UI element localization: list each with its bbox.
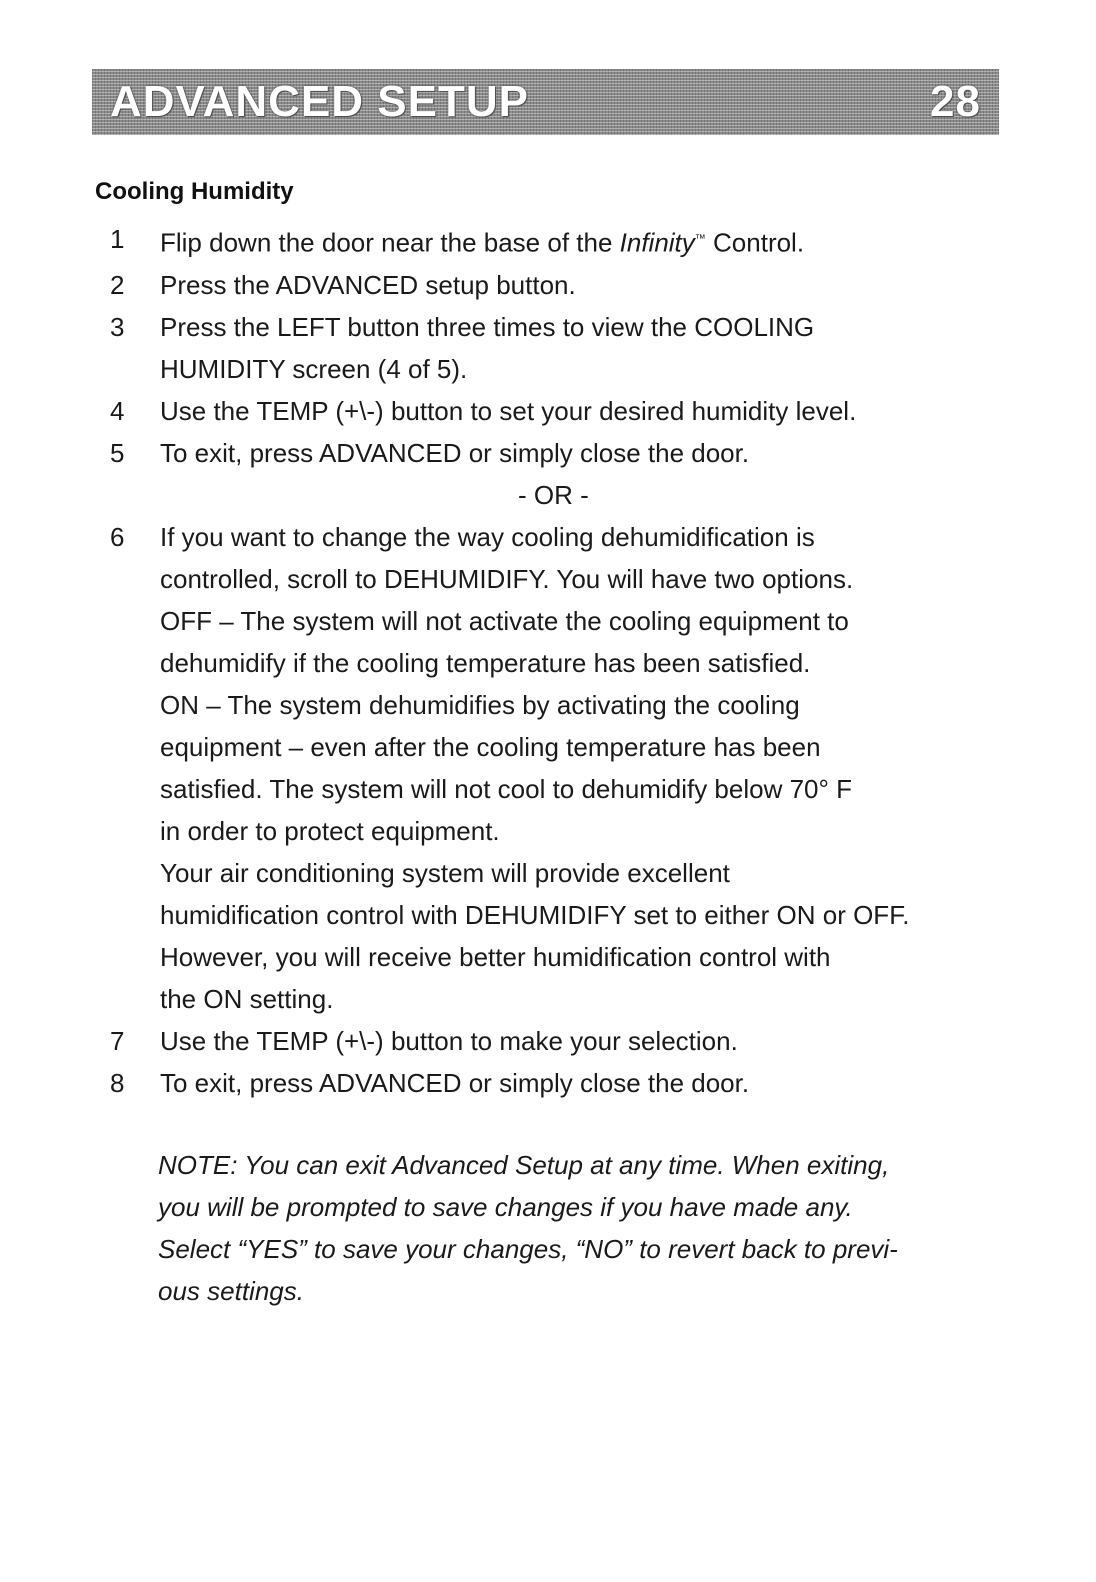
brand-name: Infinity xyxy=(619,227,695,258)
step-line: OFF – The system will not activate the cooling equipment to xyxy=(160,605,849,636)
step-line: Press the LEFT button three times to view the COOLING xyxy=(160,311,815,342)
step-text: To exit, press ADVANCED or simply close the door. xyxy=(160,1067,750,1098)
step-line: satisfied. The system will not cool to dehumidify below 70° F xyxy=(160,773,853,804)
step-line: the ON setting. xyxy=(160,983,334,1014)
step-8 xyxy=(110,1062,1010,1104)
page-header-bar xyxy=(92,69,999,135)
step-text xyxy=(160,306,1010,390)
step-text: Press the ADVANCED setup button. xyxy=(160,269,576,300)
note-line: ous settings. xyxy=(158,1276,304,1306)
step-5 xyxy=(110,432,1010,474)
step-text-part: Flip down the door near the base of the xyxy=(160,227,620,258)
step-line: humidification control with DEHUMIDIFY set to either ON or OFF. xyxy=(160,899,910,930)
step-number: 2 xyxy=(110,269,125,300)
step-number: 7 xyxy=(110,1025,125,1056)
step-text xyxy=(160,218,1010,264)
note-line: Select “YES” to save your changes, “NO” to revert back to previ- xyxy=(158,1234,898,1264)
step-line: controlled, scroll to DEHUMIDIFY. You will have two options. xyxy=(160,563,854,594)
step-7 xyxy=(110,1020,1010,1062)
step-3 xyxy=(110,306,1010,390)
section-title: Cooling Humidity xyxy=(95,178,294,205)
step-4 xyxy=(110,390,1010,432)
steps-list xyxy=(110,218,1010,1104)
step-number: 1 xyxy=(110,224,125,254)
step-number: 3 xyxy=(110,311,125,342)
step-line: HUMIDITY screen (4 of 5). xyxy=(160,353,468,384)
step-line: equipment – even after the cooling temperature has been xyxy=(160,731,821,762)
page-number: 28 xyxy=(930,77,981,126)
step-number: 4 xyxy=(110,395,125,426)
step-line: in order to protect equipment. xyxy=(160,815,500,846)
step-1 xyxy=(110,218,1010,264)
page-header-title: ADVANCED SETUP xyxy=(110,77,530,126)
note-line: you will be prompted to save changes if you have made any. xyxy=(158,1192,853,1222)
step-2 xyxy=(110,264,1010,306)
or-separator: - OR - xyxy=(518,479,589,510)
step-text-part: Control. xyxy=(705,227,805,258)
step-6 xyxy=(110,516,1010,1020)
step-line: ON – The system dehumidifies by activating the cooling xyxy=(160,689,800,720)
note-block xyxy=(158,1144,1008,1312)
step-line: dehumidify if the cooling temperature has been satisfied. xyxy=(160,647,811,678)
step-line: However, you will receive better humidification control with xyxy=(160,941,831,972)
trademark-symbol: ™ xyxy=(694,233,706,245)
step-text: Use the TEMP (+\-) button to set your desired humidity level. xyxy=(160,395,857,426)
note-line: NOTE: You can exit Advanced Setup at any time. When exiting, xyxy=(158,1150,890,1180)
step-number: 5 xyxy=(110,437,125,468)
step-text xyxy=(160,516,1010,1020)
step-line: If you want to change the way cooling dehumidification is xyxy=(160,521,815,552)
step-text: Use the TEMP (+\-) button to make your selection. xyxy=(160,1025,738,1056)
step-number: 8 xyxy=(110,1067,125,1098)
step-text: To exit, press ADVANCED or simply close the door. xyxy=(160,437,750,468)
step-number: 6 xyxy=(110,521,125,552)
step-line: Your air conditioning system will provide excellent xyxy=(160,857,730,888)
